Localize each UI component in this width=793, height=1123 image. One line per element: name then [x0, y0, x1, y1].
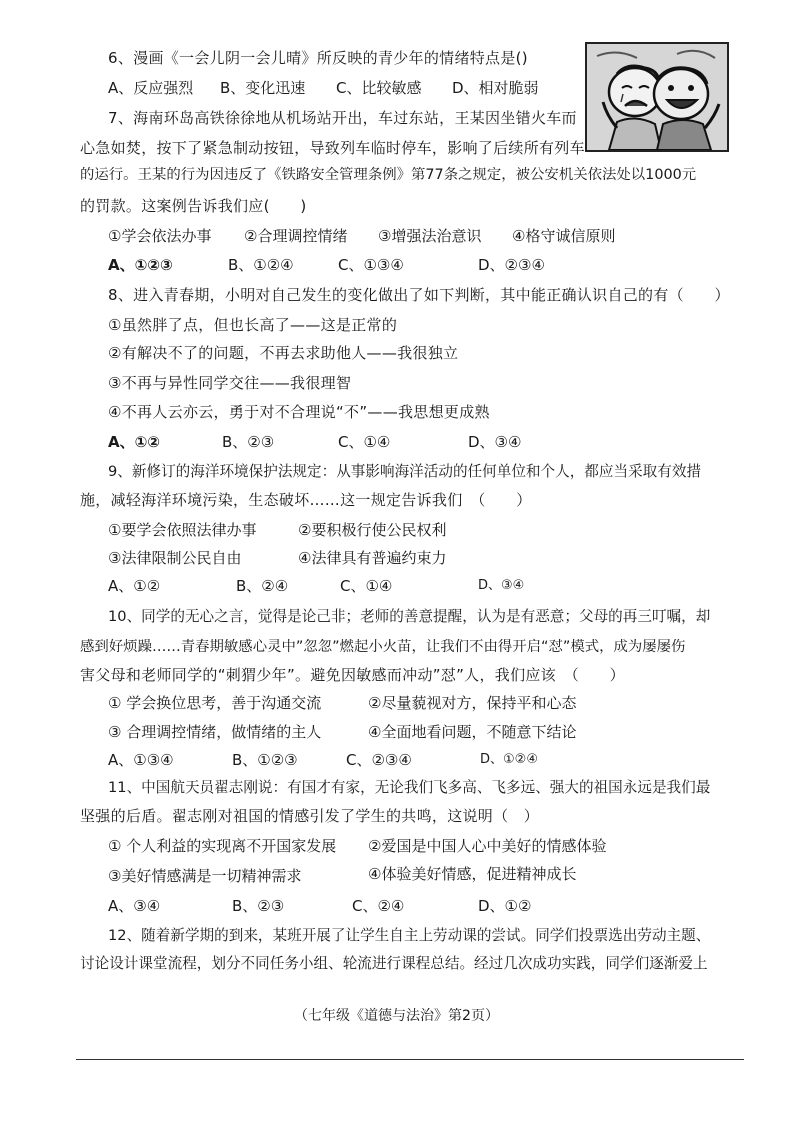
q9-option-b: B、②④ [236, 577, 289, 595]
q7-option-b: B、①②④ [228, 256, 294, 274]
q11-option-a: A、③④ [108, 897, 161, 915]
q10-stem-line-2: 感到好烦躁……青春期敏感心灵中”忽忽”燃起小火苗，让我们不由得开启“怼”模式，成为屡屡伤 [80, 639, 686, 655]
q11-statement-1: ① 个人利益的实现离不开国家发展 [108, 837, 337, 855]
q10-statement-4: ④全面地看问题，不随意下结论 [368, 723, 577, 741]
q9-stem-line-1: 9、新修订的海洋环境保护法规定：从事影响海洋活动的任何单位和个人，都应当采取有效措 [108, 463, 702, 480]
footer-divider [76, 1059, 744, 1060]
q6-option-a: A、反应强烈 [108, 79, 194, 97]
q11-stem-line-2: 坚强的后盾。翟志刚对祖国的情感引发了学生的共鸣，这说明（ ） [80, 807, 540, 825]
q8-statement-1: ①虽然胖了点，但也长高了——这是正常的 [108, 316, 398, 334]
q7-stem-line-3: 的运行。王某的行为因违反了《铁路安全管理条例》第77条之规定，被公安机关依法处以1000元 [80, 167, 697, 183]
q11-option-b: B、②③ [232, 897, 285, 915]
q7-statement-1: ①学会依法办事 [108, 227, 212, 245]
q9-option-c: C、①④ [340, 577, 393, 595]
q7-stem-line-2: 心急如焚，按下了紧急制动按钮，导致列车临时停车，影响了后续所有列车 [80, 139, 585, 157]
cartoon-image [585, 42, 729, 152]
q8-statement-2: ②有解决不了的问题，不再去求助他人——我很独立 [108, 344, 459, 362]
q7-statement-2: ②合理调控情绪 [244, 227, 348, 245]
q10-statement-1: ① 学会换位思考，善于沟通交流 [108, 694, 322, 712]
q10-statement-2: ②尽量藐视对方，保持平和心态 [368, 694, 577, 712]
q6-option-d: D、相对脆弱 [452, 79, 539, 97]
q11-option-c: C、②④ [352, 897, 405, 915]
q11-statement-3: ③美好情感满是一切精神需求 [108, 867, 302, 885]
q10-option-a: A、①③④ [108, 751, 174, 769]
q12-stem-line-1: 12、随着新学期的到来，某班开展了让学生自主上劳动课的尝试。同学们投票选出劳动主题、 [108, 927, 711, 944]
q7-statement-4: ④格守诚信原则 [512, 227, 616, 245]
q8-option-c: C、①④ [338, 433, 391, 451]
q11-statement-4: ④体验美好情感，促进精神成长 [368, 865, 577, 883]
q9-option-a: A、①② [108, 577, 161, 595]
q10-option-b: B、①②③ [232, 751, 298, 769]
q6-stem: 6、漫画《一会儿阴一会儿晴》所反映的青少年的情绪特点是() [108, 49, 528, 67]
q11-option-d: D、①② [478, 897, 532, 915]
q9-option-d: D、③④ [478, 578, 525, 593]
q8-statement-4: ④不再人云亦云，勇于对不合理说“不”——我思想更成熟 [108, 403, 490, 421]
q9-statement-4: ④法律具有普遍约束力 [298, 549, 447, 567]
q10-option-d: D、①②④ [480, 752, 538, 767]
q8-option-a: A、①② [108, 433, 161, 451]
q11-statement-2: ②爱国是中国人心中美好的情感体验 [368, 837, 607, 855]
q10-stem-line-1: 10、同学的无心之言，觉得是论己非；老师的善意提醒，认为是有恶意；父母的再三叮嘱，却 [108, 608, 711, 625]
q11-stem-line-1: 11、中国航天员翟志刚说：有国才有家，无论我们飞多高、飞多远、强大的祖国永远是我们最 [108, 779, 711, 796]
q9-statement-1: ①要学会依照法律办事 [108, 521, 257, 539]
q7-statement-3: ③增强法治意识 [378, 227, 482, 245]
q10-stem-line-3: 害父母和老师同学的“刺猬少年”。避免因敏感而冲动”怼”人，我们应该 （ ） [80, 666, 625, 684]
q9-stem-line-2: 施，减轻海洋环境污染，生态破坏……这一规定告诉我们 （ ） [80, 491, 532, 509]
q8-stem: 8、进入青春期，小明对自己发生的变化做出了如下判断，其中能正确认识自己的有（ ） [108, 286, 730, 304]
page-footer: （七年级《道德与法治》第2页） [294, 1008, 499, 1024]
cartoon-drawing [587, 44, 727, 150]
q9-statement-3: ③法律限制公民自由 [108, 549, 242, 567]
q7-stem-line-1: 7、海南环岛高铁徐徐地从机场站开出，车过东站，王某因坐错火车而 [108, 109, 577, 127]
q10-statement-3: ③ 合理调控情绪，做情绪的主人 [108, 723, 322, 741]
q6-option-c: C、比较敏感 [336, 79, 422, 97]
q7-option-a: A、①②③ [108, 256, 173, 274]
q12-stem-line-2: 讨论设计课堂流程，划分不同任务小组、轮流进行课程总结。经过几次成功实践，同学们逐渐爱上 [80, 955, 708, 972]
q8-option-b: B、②③ [222, 433, 275, 451]
q7-stem-line-4: 的罚款。这案例告诉我们应( ) [80, 197, 307, 215]
q9-statement-2: ②要积极行使公民权利 [298, 521, 447, 539]
q7-option-d: D、②③④ [478, 256, 545, 274]
q6-option-b: B、变化迅速 [220, 79, 306, 97]
q8-statement-3: ③不再与异性同学交往——我很理智 [108, 374, 352, 392]
q10-option-c: C、②③④ [346, 751, 412, 769]
q8-option-d: D、③④ [468, 433, 522, 451]
q7-option-c: C、①③④ [338, 256, 404, 274]
